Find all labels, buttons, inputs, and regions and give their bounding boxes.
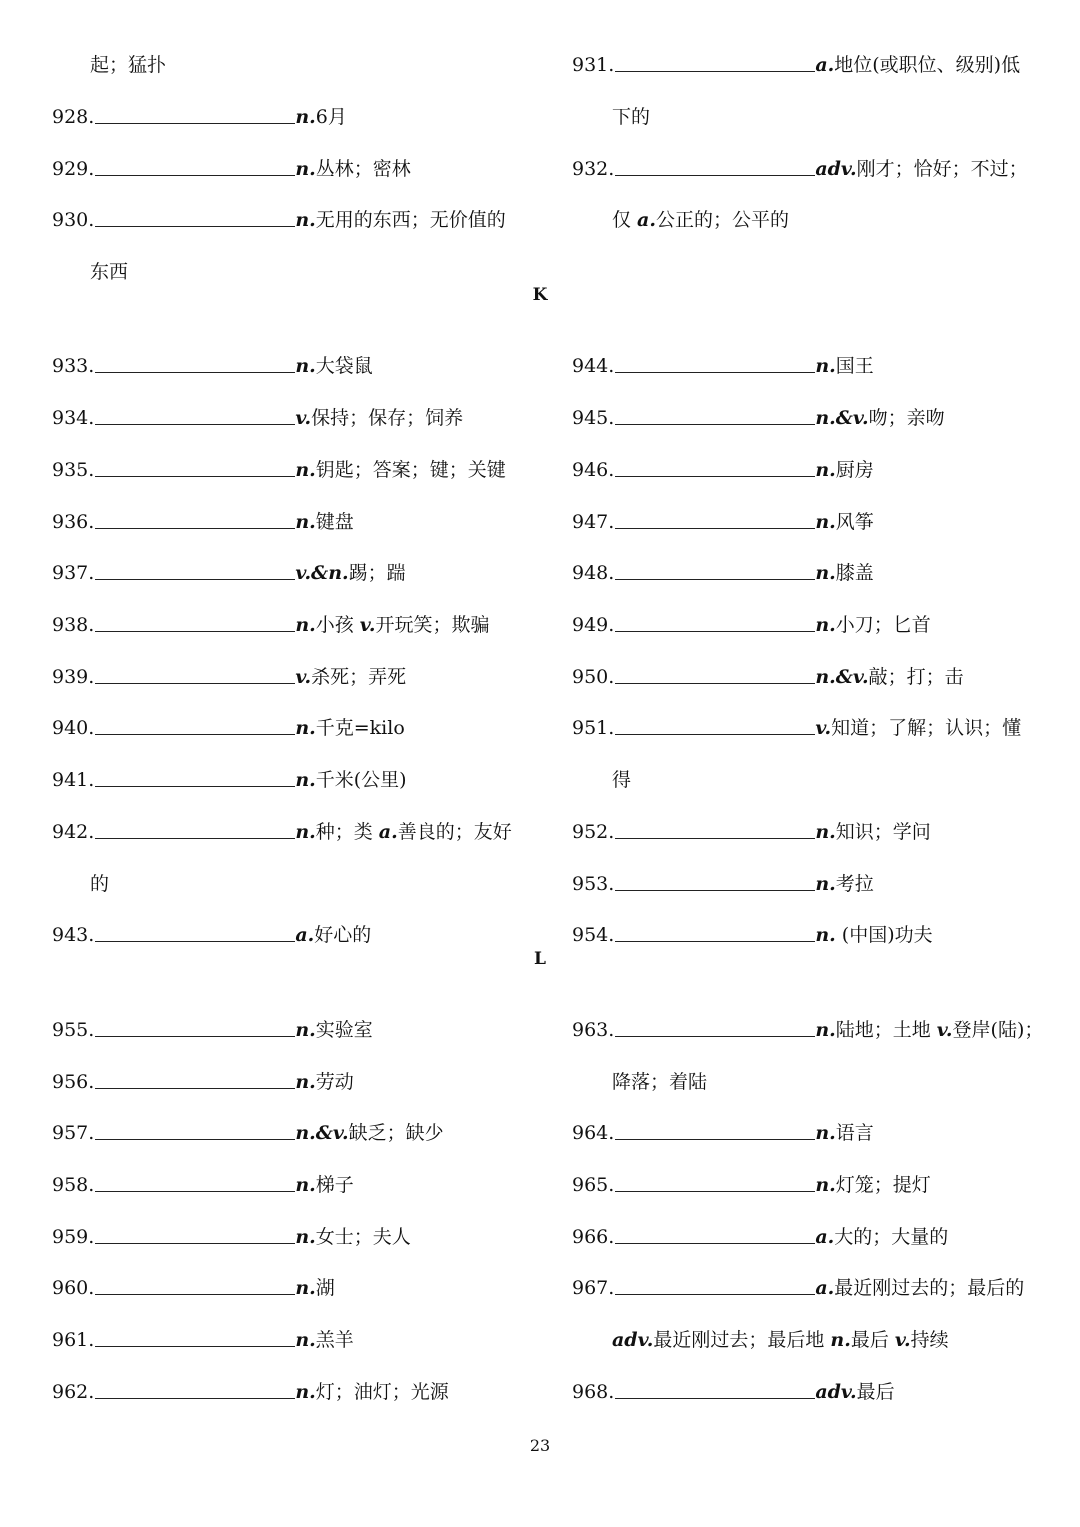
answer-blank[interactable] [95, 1274, 295, 1295]
answer-blank[interactable] [95, 508, 295, 529]
part-of-speech: n. [815, 821, 836, 843]
meaning: 无用的东西；无价值的 [315, 209, 506, 231]
entry-number: 937. [52, 562, 95, 584]
entry-958 [52, 1171, 354, 1199]
entry-949 [572, 611, 931, 639]
entry-number: 964. [572, 1122, 615, 1144]
answer-blank[interactable] [615, 1171, 815, 1192]
part-of-speech: n. [295, 355, 316, 377]
meaning: 灯笼；提灯 [835, 1174, 931, 1196]
meaning: 劳动 [315, 1071, 354, 1093]
meaning: 考拉 [835, 873, 874, 895]
entry-number: 953. [572, 873, 615, 895]
entry-number: 932. [572, 158, 615, 180]
meaning: 陆地；土地 [835, 1019, 937, 1041]
meaning: 知道；了解；认识；懂 [831, 717, 1022, 739]
entry-number: 933. [52, 355, 95, 377]
entry-number: 941. [52, 769, 95, 791]
entry-959 [52, 1223, 411, 1251]
part-of-speech: n. [295, 614, 316, 636]
meaning: 大的；大量的 [834, 1226, 949, 1248]
answer-blank[interactable] [95, 1378, 295, 1399]
entry-948 [572, 559, 874, 587]
part-of-speech: n. [815, 924, 836, 946]
continuation-text [612, 206, 789, 234]
part-of-speech: n. [295, 1071, 316, 1093]
meaning: 公正的；公平的 [655, 209, 789, 231]
meaning: 最近刚过去的；最后的 [834, 1277, 1025, 1299]
continuation-text: 下的 [612, 106, 651, 128]
entry-935 [52, 456, 506, 484]
part-of-speech: a. [815, 54, 835, 76]
part-of-speech: v. [936, 1019, 953, 1041]
entry-961 [52, 1326, 354, 1354]
entry-951 [572, 714, 1021, 742]
meaning: 最后 [850, 1329, 895, 1351]
entry-952 [572, 818, 931, 846]
meaning: 语言 [835, 1122, 874, 1144]
entry-number: 956. [52, 1071, 95, 1093]
entry-number: 962. [52, 1381, 95, 1403]
answer-blank[interactable] [95, 663, 295, 684]
meaning: (中国)功夫 [835, 924, 933, 946]
answer-blank[interactable] [615, 818, 815, 839]
part-of-speech: v. [359, 614, 376, 636]
entry-number: 945. [572, 407, 615, 429]
entry-953 [572, 870, 874, 898]
answer-blank[interactable] [615, 352, 815, 373]
answer-blank[interactable] [95, 1326, 295, 1347]
part-of-speech: n. [295, 459, 316, 481]
answer-blank[interactable] [95, 404, 295, 425]
meaning: 实验室 [315, 1019, 373, 1041]
entry-945 [572, 404, 945, 432]
part-of-speech: v. [894, 1329, 911, 1351]
entry-number: 965. [572, 1174, 615, 1196]
entry-number: 928. [52, 106, 95, 128]
answer-blank[interactable] [95, 766, 295, 787]
entry-number: 967. [572, 1277, 615, 1299]
meaning: 大袋鼠 [315, 355, 373, 377]
answer-blank[interactable] [95, 1223, 295, 1244]
meaning: 丛林；密林 [315, 158, 411, 180]
meaning: 风筝 [835, 511, 874, 533]
continuation-text: 得 [612, 769, 632, 791]
entry-930 [52, 206, 506, 234]
answer-blank[interactable] [95, 921, 295, 942]
entry-number: 949. [572, 614, 615, 636]
part-of-speech: n. [295, 1226, 316, 1248]
part-of-speech: v. [815, 717, 832, 739]
page-number: 23 [529, 1436, 551, 1455]
continuation-text: 降落；着陆 [612, 1071, 708, 1093]
meaning: 6月 [315, 106, 347, 128]
meaning: 登岸(陆)； [952, 1019, 1044, 1041]
answer-blank[interactable] [615, 1119, 815, 1140]
continuation-text: 的 [90, 873, 110, 895]
meaning: 杀死；弄死 [311, 666, 407, 688]
answer-blank[interactable] [95, 1171, 295, 1192]
part-of-speech: n.&v. [295, 1122, 349, 1144]
entry-939 [52, 663, 406, 691]
entry-932 [572, 155, 1028, 183]
entry-number: 955. [52, 1019, 95, 1041]
answer-blank[interactable] [615, 155, 815, 176]
part-of-speech: v. [295, 666, 312, 688]
entry-number: 948. [572, 562, 615, 584]
entry-947 [572, 508, 874, 536]
meaning: 敲；打；击 [868, 666, 964, 688]
part-of-speech: n. [815, 511, 836, 533]
part-of-speech: n.&v. [815, 407, 869, 429]
meaning: 刚才；恰好；不过； [856, 158, 1028, 180]
meaning: 最近刚过去；最后地 [653, 1329, 831, 1351]
answer-blank[interactable] [95, 1068, 295, 1089]
continuation-text: 起；猛扑 [90, 54, 167, 76]
answer-blank[interactable] [95, 1016, 295, 1037]
part-of-speech: adv. [612, 1329, 654, 1351]
entry-946 [572, 456, 874, 484]
section-heading-k: K [532, 285, 548, 305]
part-of-speech: n.&v. [815, 666, 869, 688]
entry-954 [572, 921, 933, 949]
answer-blank[interactable] [615, 714, 815, 735]
answer-blank[interactable] [615, 559, 815, 580]
entry-number: 938. [52, 614, 95, 636]
part-of-speech: a. [815, 1226, 835, 1248]
entry-number: 946. [572, 459, 615, 481]
meaning: 小刀；匕首 [835, 614, 931, 636]
answer-blank[interactable] [95, 352, 295, 373]
entry-number: 951. [572, 717, 615, 739]
part-of-speech: a. [295, 924, 315, 946]
answer-blank[interactable] [615, 1274, 815, 1295]
answer-blank[interactable] [95, 155, 295, 176]
entry-931 [572, 51, 1020, 79]
meaning: 小孩 [315, 614, 360, 636]
entry-955 [52, 1016, 373, 1044]
meaning: 吻；亲吻 [868, 407, 945, 429]
answer-blank[interactable] [615, 1016, 815, 1037]
part-of-speech: n. [295, 1329, 316, 1351]
entry-936 [52, 508, 354, 536]
entry-943 [52, 921, 371, 949]
entry-928 [52, 103, 347, 131]
meaning: 踢；踹 [348, 562, 406, 584]
entry-number: 943. [52, 924, 95, 946]
entry-number: 944. [572, 355, 615, 377]
entry-number: 957. [52, 1122, 95, 1144]
entry-number: 936. [52, 511, 95, 533]
entry-960 [52, 1274, 335, 1302]
meaning: 好心的 [314, 924, 372, 946]
part-of-speech: n. [815, 562, 836, 584]
meaning: 最后 [856, 1381, 895, 1403]
answer-blank[interactable] [95, 206, 295, 227]
entry-number: 966. [572, 1226, 615, 1248]
meaning: 保持；保存；饲养 [311, 407, 464, 429]
entry-962 [52, 1378, 449, 1406]
answer-blank[interactable] [615, 921, 815, 942]
entry-933 [52, 352, 373, 380]
part-of-speech: n. [295, 821, 316, 843]
entry-966 [572, 1223, 948, 1251]
meaning: 梯子 [315, 1174, 354, 1196]
meaning: 国王 [835, 355, 874, 377]
entry-number: 954. [572, 924, 615, 946]
entry-number: 942. [52, 821, 95, 843]
meaning: 缺乏；缺少 [348, 1122, 444, 1144]
entry-number: 963. [572, 1019, 615, 1041]
entry-938 [52, 611, 490, 639]
entry-number: 950. [572, 666, 615, 688]
answer-blank[interactable] [615, 51, 815, 72]
entry-number: 959. [52, 1226, 95, 1248]
part-of-speech: n. [295, 209, 316, 231]
answer-blank[interactable] [95, 611, 295, 632]
meaning: 灯；油灯；光源 [315, 1381, 449, 1403]
part-of-speech: n. [295, 106, 316, 128]
meaning: 千米(公里) [315, 769, 407, 791]
entry-number: 935. [52, 459, 95, 481]
part-of-speech: n. [295, 1174, 316, 1196]
meaning: 千克=kilo [315, 717, 405, 739]
part-of-speech: n. [295, 1277, 316, 1299]
entry-944 [572, 352, 874, 380]
meaning: 知识；学问 [835, 821, 931, 843]
meaning: 厨房 [835, 459, 874, 481]
entry-937 [52, 559, 406, 587]
meaning: 持续 [910, 1329, 949, 1351]
entry-934 [52, 404, 463, 432]
part-of-speech: v.&n. [295, 562, 349, 584]
entry-number: 939. [52, 666, 95, 688]
entry-number: 931. [572, 54, 615, 76]
answer-blank[interactable] [95, 1119, 295, 1140]
answer-blank[interactable] [615, 611, 815, 632]
part-of-speech: n. [295, 1381, 316, 1403]
answer-blank[interactable] [615, 508, 815, 529]
continuation-text [612, 1326, 949, 1354]
answer-blank[interactable] [615, 870, 815, 891]
meaning: 钥匙；答案；键；关键 [315, 459, 506, 481]
entry-number: 930. [52, 209, 95, 231]
section-heading-l: L [534, 949, 546, 969]
part-of-speech: a. [637, 209, 656, 231]
part-of-speech: v. [295, 407, 312, 429]
part-of-speech: n. [295, 158, 316, 180]
meaning: 湖 [315, 1277, 335, 1299]
part-of-speech: n. [815, 873, 836, 895]
entry-929 [52, 155, 411, 183]
meaning: 羔羊 [315, 1329, 354, 1351]
entry-number: 947. [572, 511, 615, 533]
part-of-speech: n. [295, 769, 316, 791]
part-of-speech: n. [815, 1019, 836, 1041]
answer-blank[interactable] [615, 456, 815, 477]
meaning: 开玩笑；欺骗 [375, 614, 490, 636]
entry-950 [572, 663, 964, 691]
part-of-speech: n. [815, 1174, 836, 1196]
part-of-speech: a. [378, 821, 398, 843]
entry-number: 961. [52, 1329, 95, 1351]
answer-blank[interactable] [615, 1378, 815, 1399]
answer-blank[interactable] [615, 663, 815, 684]
answer-blank[interactable] [615, 404, 815, 425]
answer-blank[interactable] [95, 559, 295, 580]
entry-956 [52, 1068, 354, 1096]
part-of-speech: n. [295, 717, 316, 739]
meaning: 地位(或职位、级别)低 [834, 54, 1021, 76]
entry-number: 960. [52, 1277, 95, 1299]
part-of-speech: adv. [815, 158, 857, 180]
entry-963 [572, 1016, 1043, 1044]
part-of-speech: n. [815, 1122, 836, 1144]
entry-964 [572, 1119, 874, 1147]
part-of-speech: n. [295, 511, 316, 533]
meaning: 键盘 [315, 511, 354, 533]
entry-942 [52, 818, 512, 846]
meaning: 仅 [612, 209, 638, 231]
part-of-speech: n. [815, 614, 836, 636]
meaning: 善良的；友好 [397, 821, 512, 843]
entry-number: 952. [572, 821, 615, 843]
part-of-speech: n. [815, 459, 836, 481]
entry-941 [52, 766, 407, 794]
part-of-speech: n. [830, 1329, 851, 1351]
meaning: 膝盖 [835, 562, 874, 584]
part-of-speech: adv. [815, 1381, 857, 1403]
answer-blank[interactable] [95, 456, 295, 477]
answer-blank[interactable] [95, 103, 295, 124]
entry-968 [572, 1378, 895, 1406]
entry-number: 934. [52, 407, 95, 429]
meaning: 女士；夫人 [315, 1226, 411, 1248]
part-of-speech: a. [815, 1277, 835, 1299]
entry-number: 940. [52, 717, 95, 739]
part-of-speech: n. [815, 355, 836, 377]
part-of-speech: n. [295, 1019, 316, 1041]
entry-number: 968. [572, 1381, 615, 1403]
entry-number: 958. [52, 1174, 95, 1196]
meaning: 种；类 [315, 821, 379, 843]
entry-number: 929. [52, 158, 95, 180]
entry-967 [572, 1274, 1024, 1302]
answer-blank[interactable] [95, 714, 295, 735]
answer-blank[interactable] [615, 1223, 815, 1244]
entry-965 [572, 1171, 931, 1199]
entry-957 [52, 1119, 444, 1147]
answer-blank[interactable] [95, 818, 295, 839]
entry-940 [52, 714, 405, 742]
continuation-text: 东西 [90, 261, 129, 283]
